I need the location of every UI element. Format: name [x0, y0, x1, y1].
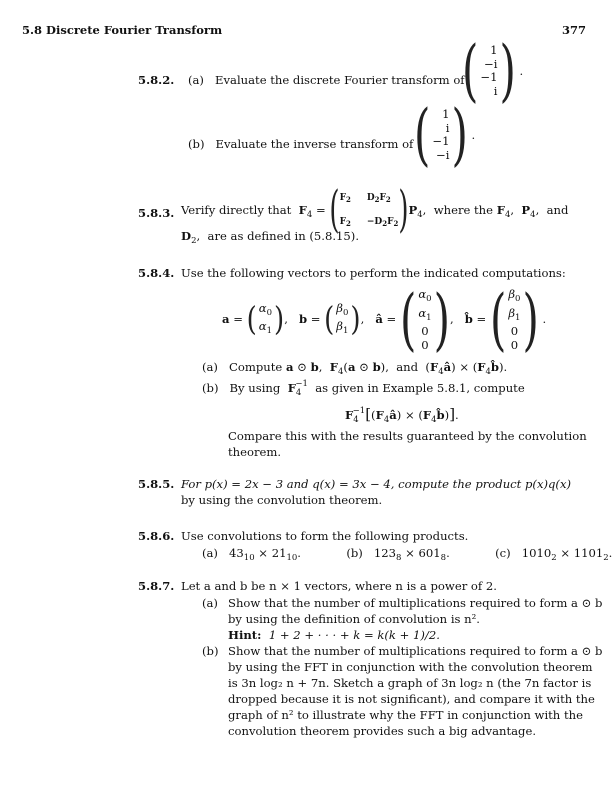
part-label: (a): [202, 596, 218, 610]
block-matrix: [340, 190, 399, 232]
page-number: 377: [561, 23, 586, 37]
exercise-5-8-7-a-line2: by using the definition of convolution is n².: [228, 612, 480, 626]
exercise-5-8-5-line1: For p(x) = 2x − 3 and q(x) = 3x − 4, compute the product p(x)q(x): [181, 477, 572, 491]
vector-entry: −i: [436, 147, 450, 162]
exercise-5-8-3-line2: $D_2$, are as defined in (5.8.15).: [181, 229, 360, 246]
exercise-5-8-2-part-b: [188, 136, 413, 152]
matrix-entry: $D_2F_2$: [366, 193, 391, 204]
exercise-5-8-7-b-line5: graph of n² to illustrate why the FFT in conjunction with the: [228, 708, 583, 722]
inverse-transform-expression: $F_4^{-1}[(F_4â)$ × $(F_4b̂)$].: [345, 405, 459, 425]
exercise-5-8-4-intro: Use the following vectors to perform the indicated computations:: [181, 266, 566, 280]
vector-entries: [430, 108, 451, 162]
text: and: [546, 203, 569, 217]
vector-entry: −1: [432, 134, 450, 148]
text: are as defined in (5.8.15).: [207, 229, 360, 243]
exercise-5-8-4-part-b: (b) By using $F_4^{-1}$ as given in Example 5.8.1, compute: [202, 379, 525, 398]
text: Verify directly that: [181, 203, 292, 217]
vector-entry: −1: [480, 70, 498, 84]
vector-5-8-2-a: ( 1 −i −1 i ) .: [462, 30, 524, 110]
exercise-5-8-5-line2: by using the convolution theorem.: [181, 493, 383, 507]
vector-entry: i: [445, 120, 450, 135]
exercise-5-8-2-part-a: [188, 72, 465, 88]
text: Compute: [229, 360, 283, 374]
part-label: (c): [495, 546, 511, 560]
exercise-5-8-3-line1: Verify directly that $F_4$ = ( $F_2$ $D_2F_2$ $F_2$ $-D_2F_2$ ) $P_4$, where the $F_4$, $P_4$, and: [181, 182, 569, 240]
part-label: (b): [188, 137, 205, 151]
exercise-5-8-7-b-line3: is 3n log₂ n + 7n. Sketch a graph of 3n log₂ n (the 7n factor is: [228, 676, 592, 690]
vector-definitions: a = ( $\alpha_0$ $\alpha_1$ ) , b = ( $\beta_0$ $\beta_1$ ) , â = ( $\alpha_0$ $\alpha_1$ 0 0 ) , b̂ = ( $\beta_0$ $\beta_1$ 0 0 ) .: [222, 280, 547, 359]
exercise-number-5-8-4: 5.8.4.: [138, 266, 175, 280]
part-label: (a): [202, 546, 218, 560]
matrix-entry: $F_2$: [339, 193, 351, 204]
hint-text: 1 + 2 + · · · + k = k(k + 1)/2.: [268, 628, 440, 642]
exercise-number-5-8-3: 5.8.3.: [138, 206, 175, 220]
part-label: (a): [188, 73, 204, 87]
exercise-5-8-4-compare-2: theorem.: [228, 445, 282, 459]
part-label: (b): [202, 644, 219, 658]
matrix-entry: $F_2$: [339, 217, 351, 228]
part-text: Evaluate the inverse transform of: [215, 137, 414, 151]
exercise-5-8-6-products: (a) $43_{10} \times 21_{10}$. (b) $123_8 \times 601_8$. (c) $1010_2 \times 1101_2$.: [202, 546, 612, 563]
exercise-5-8-7-b-line6: convolution theorem provides such a big advantage.: [228, 724, 537, 738]
text: where the: [433, 203, 494, 217]
exercise-number-5-8-6: 5.8.6.: [138, 529, 175, 543]
text: as given in Example 5.8.1, compute: [315, 381, 525, 395]
exercise-5-8-4-compare: Compare this with the results guaranteed by the convolution: [228, 429, 587, 443]
vector-entry: −i: [484, 56, 498, 71]
part-label: (a): [202, 360, 218, 374]
exercise-5-8-7-b-line4: dropped because it is not significant), and compare it with the: [228, 692, 595, 706]
part-label: (b): [202, 381, 219, 395]
exercise-5-8-7-b-line2: by using the FFT in conjunction with the convolution theorem: [228, 660, 593, 674]
vector-5-8-2-b: ( 1 i −1 −i ) .: [414, 95, 476, 174]
part-text: Evaluate the discrete Fourier transform of: [215, 73, 465, 87]
matrix-entry: $-D_2F_2$: [366, 217, 399, 228]
exercise-number-5-8-2: 5.8.2.: [138, 73, 175, 87]
hint-label: Hint:: [228, 628, 262, 642]
exercise-number-5-8-7: 5.8.7.: [138, 579, 175, 593]
exercise-number-5-8-5: 5.8.5.: [138, 477, 175, 491]
exercise-5-8-7-hint: [228, 627, 440, 643]
exercise-5-8-7-intro: Let a and b be n × 1 vectors, where n is a power of 2.: [181, 579, 497, 593]
exercise-5-8-7-b-line1: Show that the number of multiplications required to form a ⊙ b: [228, 644, 603, 658]
exercise-5-8-4-part-a: (a) Compute a ⊙ b, $F_4(a$ ⊙ b), and $(F_4â)$ × $(F_4b̂)$.: [202, 360, 508, 377]
vector-entry: 1: [442, 107, 450, 121]
vector-entries: [478, 44, 499, 98]
text: By using: [229, 381, 281, 395]
exercise-5-8-7-a-line1: Show that the number of multiplications required to form a ⊙ b: [228, 596, 603, 610]
vector-entry: i: [493, 83, 498, 98]
exercise-5-8-6-intro: Use convolutions to form the following products.: [181, 529, 469, 543]
running-header-section: 5.8 Discrete Fourier Transform: [22, 23, 223, 37]
vector-entry: 1: [490, 43, 498, 57]
part-label: (b): [346, 546, 363, 560]
